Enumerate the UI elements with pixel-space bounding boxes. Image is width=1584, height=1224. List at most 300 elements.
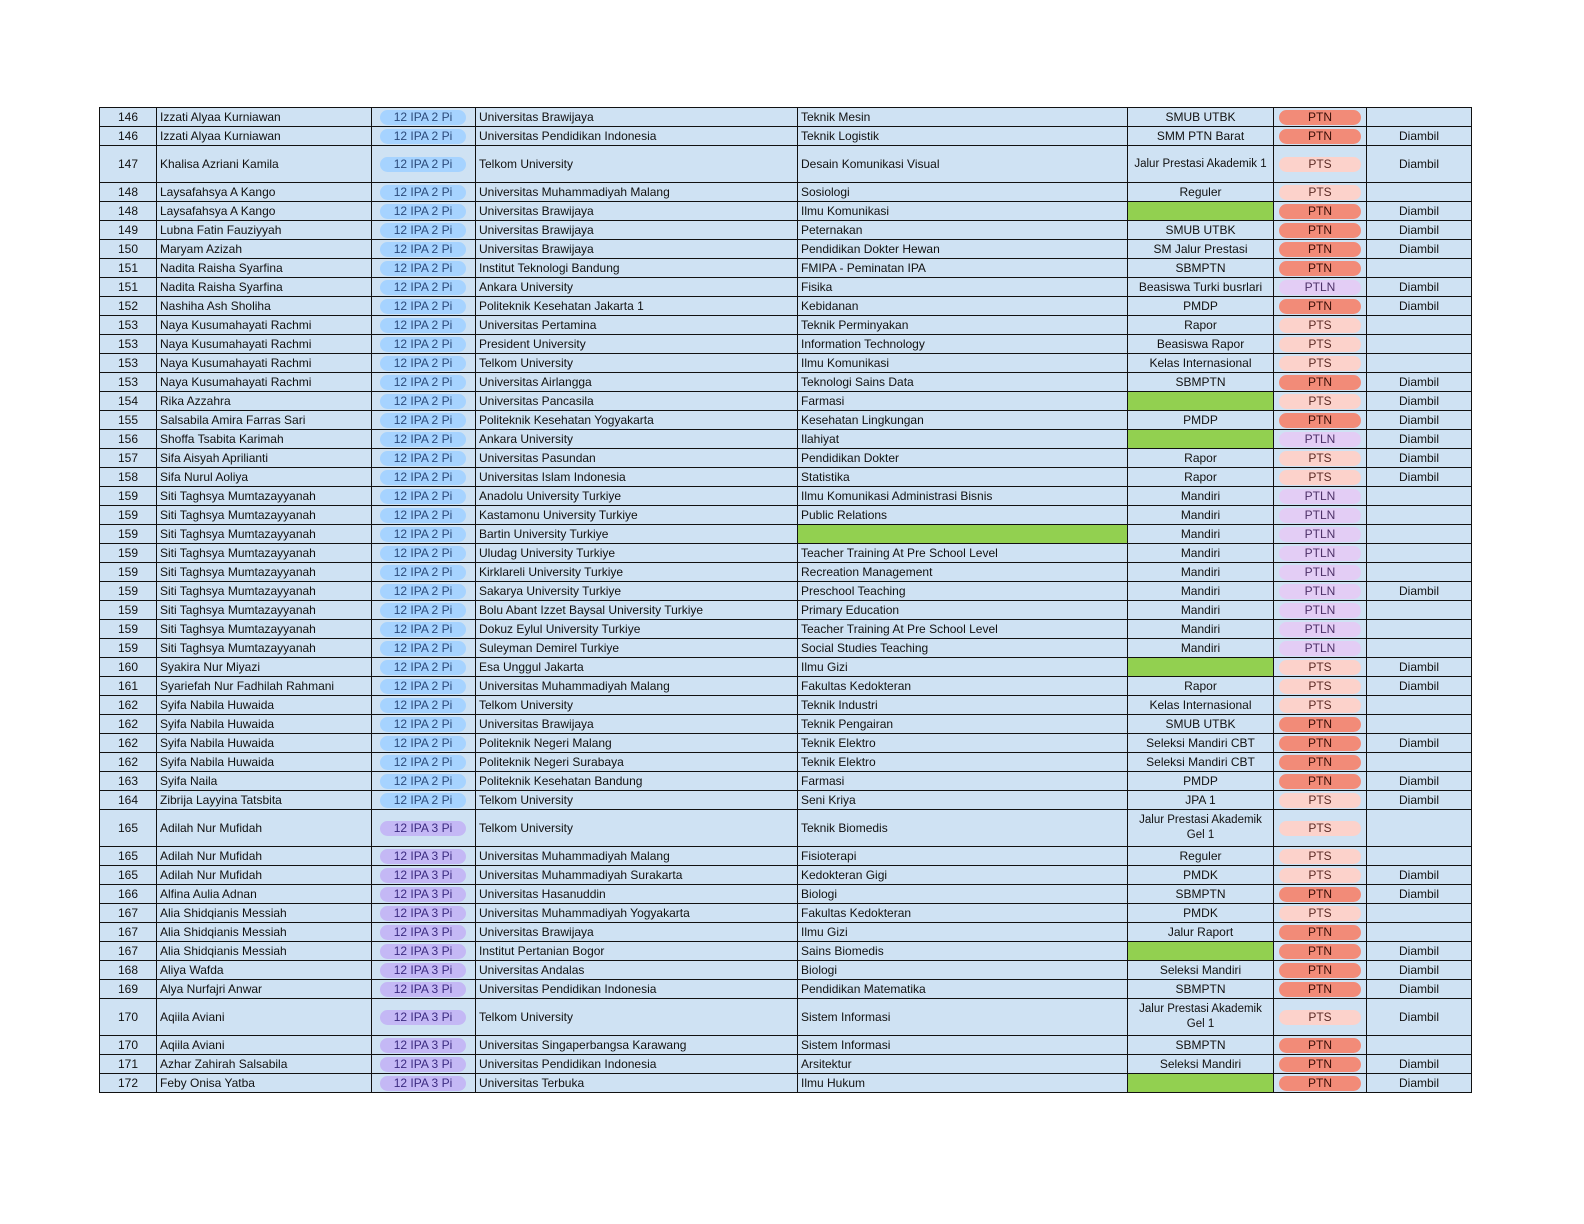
institution-type-badge: PTN: [1279, 1057, 1361, 1072]
class-badge: 12 IPA 2 Pi: [380, 204, 466, 219]
cell-class: [372, 696, 476, 715]
cell-institution-type: [1274, 866, 1367, 885]
cell-admission-path: [1128, 202, 1274, 221]
cell-study-program: Social Studies Teaching: [798, 639, 1128, 658]
cell-class: [372, 582, 476, 601]
cell-number: 151: [100, 259, 157, 278]
cell-institution-type: [1274, 734, 1367, 753]
class-badge: 12 IPA 2 Pi: [380, 129, 466, 144]
cell-institution-type: [1274, 582, 1367, 601]
cell-study-program: Kedokteran Gigi: [798, 866, 1128, 885]
cell-study-program: Fisioterapi: [798, 847, 1128, 866]
cell-class: [372, 980, 476, 999]
table-row: [100, 791, 1472, 810]
cell-class: [372, 942, 476, 961]
cell-university: Ankara University: [476, 278, 798, 297]
cell-number: 170: [100, 1036, 157, 1055]
cell-number: 159: [100, 487, 157, 506]
cell-institution-type: [1274, 525, 1367, 544]
cell-university: Universitas Muhammadiyah Malang: [476, 677, 798, 696]
cell-class: [372, 411, 476, 430]
cell-student-name: Laysafahsya A Kango: [157, 183, 372, 202]
cell-number: 159: [100, 544, 157, 563]
cell-university: Universitas Pendidikan Indonesia: [476, 980, 798, 999]
institution-type-badge: PTLN: [1279, 489, 1361, 504]
cell-study-program: Teacher Training At Pre School Level: [798, 620, 1128, 639]
cell-study-program: Seni Kriya: [798, 791, 1128, 810]
class-badge: 12 IPA 3 Pi: [380, 925, 466, 940]
cell-status: [1367, 753, 1472, 772]
institution-type-badge: PTS: [1279, 821, 1361, 836]
cell-admission-path: PMDP: [1128, 411, 1274, 430]
class-badge: 12 IPA 2 Pi: [380, 337, 466, 352]
table-row: [100, 942, 1472, 961]
cell-institution-type: [1274, 677, 1367, 696]
table-row: [100, 1074, 1472, 1093]
cell-student-name: Siti Taghsya Mumtazayyanah: [157, 620, 372, 639]
cell-study-program: Sains Biomedis: [798, 942, 1128, 961]
cell-number: 163: [100, 772, 157, 791]
cell-student-name: Sifa Aisyah Aprilianti: [157, 449, 372, 468]
cell-institution-type: [1274, 1036, 1367, 1055]
cell-admission-path: Mandiri: [1128, 620, 1274, 639]
cell-institution-type: [1274, 696, 1367, 715]
cell-university: Universitas Airlangga: [476, 373, 798, 392]
cell-number: 159: [100, 525, 157, 544]
cell-university: Universitas Brawijaya: [476, 240, 798, 259]
cell-status: Diambil: [1367, 411, 1472, 430]
class-badge: 12 IPA 2 Pi: [380, 110, 466, 125]
cell-class: [372, 392, 476, 411]
cell-student-name: Shoffa Tsabita Karimah: [157, 430, 372, 449]
cell-study-program: Ilmu Gizi: [798, 658, 1128, 677]
institution-type-badge: PTN: [1279, 717, 1361, 732]
institution-type-badge: PTLN: [1279, 527, 1361, 542]
cell-admission-path: [1128, 942, 1274, 961]
cell-university: Telkom University: [476, 696, 798, 715]
cell-university: Universitas Pendidikan Indonesia: [476, 1055, 798, 1074]
cell-status: Diambil: [1367, 221, 1472, 240]
class-badge: 12 IPA 2 Pi: [380, 299, 466, 314]
cell-class: [372, 677, 476, 696]
cell-admission-path: Rapor: [1128, 449, 1274, 468]
cell-student-name: Alia Shidqianis Messiah: [157, 923, 372, 942]
table-row: [100, 354, 1472, 373]
cell-class: [372, 847, 476, 866]
table-row: [100, 601, 1472, 620]
cell-number: 167: [100, 942, 157, 961]
cell-institution-type: [1274, 961, 1367, 980]
cell-status: Diambil: [1367, 1055, 1472, 1074]
cell-study-program: Sistem Informasi: [798, 999, 1128, 1036]
cell-class: [372, 297, 476, 316]
table-row: [100, 885, 1472, 904]
cell-class: [372, 904, 476, 923]
cell-university: Institut Pertanian Bogor: [476, 942, 798, 961]
class-badge: 12 IPA 2 Pi: [380, 774, 466, 789]
table-row: [100, 183, 1472, 202]
cell-class: [372, 354, 476, 373]
class-badge: 12 IPA 3 Pi: [380, 821, 466, 836]
institution-type-badge: PTLN: [1279, 508, 1361, 523]
class-badge: 12 IPA 3 Pi: [380, 1038, 466, 1053]
institution-type-badge: PTLN: [1279, 603, 1361, 618]
cell-institution-type: [1274, 411, 1367, 430]
cell-number: 148: [100, 183, 157, 202]
institution-type-badge: PTN: [1279, 299, 1361, 314]
table-row: [100, 146, 1472, 183]
cell-institution-type: [1274, 259, 1367, 278]
table-row: [100, 734, 1472, 753]
class-badge: 12 IPA 2 Pi: [380, 527, 466, 542]
table-row: [100, 411, 1472, 430]
cell-number: 159: [100, 582, 157, 601]
cell-institution-type: [1274, 772, 1367, 791]
cell-status: Diambil: [1367, 202, 1472, 221]
table-row: [100, 999, 1472, 1036]
cell-status: Diambil: [1367, 127, 1472, 146]
institution-type-badge: PTN: [1279, 204, 1361, 219]
table-row: [100, 923, 1472, 942]
table-row: [100, 639, 1472, 658]
cell-student-name: Syifa Nabila Huwaida: [157, 715, 372, 734]
cell-status: [1367, 487, 1472, 506]
cell-admission-path: Mandiri: [1128, 601, 1274, 620]
cell-status: Diambil: [1367, 1074, 1472, 1093]
cell-university: Universitas Andalas: [476, 961, 798, 980]
table-row: [100, 563, 1472, 582]
cell-student-name: Syifa Nabila Huwaida: [157, 753, 372, 772]
cell-student-name: Syifa Nabila Huwaida: [157, 696, 372, 715]
cell-class: [372, 658, 476, 677]
cell-institution-type: [1274, 354, 1367, 373]
cell-class: [372, 753, 476, 772]
cell-status: [1367, 183, 1472, 202]
cell-admission-path: SMUB UTBK: [1128, 221, 1274, 240]
cell-study-program: Pendidikan Dokter Hewan: [798, 240, 1128, 259]
cell-number: 167: [100, 923, 157, 942]
cell-student-name: Alia Shidqianis Messiah: [157, 904, 372, 923]
institution-type-badge: PTS: [1279, 868, 1361, 883]
cell-institution-type: [1274, 1074, 1367, 1093]
cell-student-name: Syariefah Nur Fadhilah Rahmani: [157, 677, 372, 696]
cell-class: [372, 221, 476, 240]
class-badge: 12 IPA 2 Pi: [380, 546, 466, 561]
cell-institution-type: [1274, 297, 1367, 316]
cell-admission-path: Mandiri: [1128, 639, 1274, 658]
cell-admission-path: Rapor: [1128, 468, 1274, 487]
cell-number: 151: [100, 278, 157, 297]
table-row: [100, 297, 1472, 316]
institution-type-badge: PTS: [1279, 679, 1361, 694]
cell-status: Diambil: [1367, 658, 1472, 677]
class-badge: 12 IPA 2 Pi: [380, 157, 466, 172]
cell-university: Universitas Pancasila: [476, 392, 798, 411]
cell-university: Universitas Pertamina: [476, 316, 798, 335]
cell-status: [1367, 335, 1472, 354]
cell-student-name: Alfina Aulia Adnan: [157, 885, 372, 904]
class-badge: 12 IPA 2 Pi: [380, 622, 466, 637]
cell-class: [372, 999, 476, 1036]
cell-status: [1367, 810, 1472, 847]
table-row: [100, 240, 1472, 259]
cell-class: [372, 335, 476, 354]
cell-admission-path: SBMPTN: [1128, 980, 1274, 999]
cell-institution-type: [1274, 183, 1367, 202]
cell-status: [1367, 316, 1472, 335]
cell-status: Diambil: [1367, 449, 1472, 468]
table-row: [100, 202, 1472, 221]
cell-admission-path: Kelas Internasional: [1128, 354, 1274, 373]
table-row: [100, 582, 1472, 601]
institution-type-badge: PTN: [1279, 375, 1361, 390]
class-badge: 12 IPA 3 Pi: [380, 944, 466, 959]
cell-study-program: Fisika: [798, 278, 1128, 297]
cell-class: [372, 620, 476, 639]
cell-institution-type: [1274, 240, 1367, 259]
cell-study-program: Ilmu Komunikasi: [798, 354, 1128, 373]
cell-student-name: Rika Azzahra: [157, 392, 372, 411]
cell-student-name: Zibrija Layyina Tatsbita: [157, 791, 372, 810]
cell-institution-type: [1274, 923, 1367, 942]
cell-institution-type: [1274, 202, 1367, 221]
cell-admission-path: Reguler: [1128, 183, 1274, 202]
cell-student-name: Nadita Raisha Syarfina: [157, 278, 372, 297]
cell-class: [372, 373, 476, 392]
cell-institution-type: [1274, 108, 1367, 127]
table-row: [100, 810, 1472, 847]
class-badge: 12 IPA 2 Pi: [380, 451, 466, 466]
institution-type-badge: PTLN: [1279, 546, 1361, 561]
admission-table-container: [99, 107, 1471, 1093]
cell-number: 147: [100, 146, 157, 183]
cell-number: 153: [100, 373, 157, 392]
cell-number: 152: [100, 297, 157, 316]
cell-number: 159: [100, 601, 157, 620]
cell-class: [372, 734, 476, 753]
cell-student-name: Siti Taghsya Mumtazayyanah: [157, 601, 372, 620]
institution-type-badge: PTS: [1279, 185, 1361, 200]
cell-study-program: Teknologi Sains Data: [798, 373, 1128, 392]
admission-table: [99, 107, 1472, 1093]
table-row: [100, 316, 1472, 335]
cell-number: 146: [100, 127, 157, 146]
cell-study-program: Fakultas Kedokteran: [798, 904, 1128, 923]
cell-study-program: FMIPA - Peminatan IPA: [798, 259, 1128, 278]
cell-class: [372, 146, 476, 183]
cell-status: [1367, 506, 1472, 525]
table-row: [100, 904, 1472, 923]
cell-class: [372, 563, 476, 582]
class-badge: 12 IPA 2 Pi: [380, 717, 466, 732]
institution-type-badge: PTN: [1279, 1038, 1361, 1053]
cell-study-program: Ilahiyat: [798, 430, 1128, 449]
cell-status: [1367, 696, 1472, 715]
cell-university: Kastamonu University Turkiye: [476, 506, 798, 525]
class-badge: 12 IPA 3 Pi: [380, 982, 466, 997]
institution-type-badge: PTN: [1279, 944, 1361, 959]
cell-study-program: Teknik Elektro: [798, 734, 1128, 753]
cell-student-name: Siti Taghsya Mumtazayyanah: [157, 525, 372, 544]
cell-status: [1367, 563, 1472, 582]
cell-class: [372, 544, 476, 563]
cell-study-program: Preschool Teaching: [798, 582, 1128, 601]
cell-class: [372, 240, 476, 259]
cell-number: 162: [100, 734, 157, 753]
cell-class: [372, 487, 476, 506]
cell-number: 159: [100, 639, 157, 658]
institution-type-badge: PTN: [1279, 129, 1361, 144]
cell-institution-type: [1274, 468, 1367, 487]
cell-student-name: Nadita Raisha Syarfina: [157, 259, 372, 278]
cell-university: Politeknik Kesehatan Jakarta 1: [476, 297, 798, 316]
cell-class: [372, 715, 476, 734]
institution-type-badge: PTN: [1279, 755, 1361, 770]
cell-admission-path: Seleksi Mandiri CBT: [1128, 753, 1274, 772]
table-row: [100, 108, 1472, 127]
class-badge: 12 IPA 3 Pi: [380, 868, 466, 883]
institution-type-badge: PTLN: [1279, 584, 1361, 599]
cell-university: Bolu Abant Izzet Baysal University Turkiye: [476, 601, 798, 620]
cell-study-program: Statistika: [798, 468, 1128, 487]
table-row: [100, 525, 1472, 544]
class-badge: 12 IPA 2 Pi: [380, 280, 466, 295]
table-row: [100, 980, 1472, 999]
cell-university: Universitas Muhammadiyah Yogyakarta: [476, 904, 798, 923]
cell-student-name: Aqiila Aviani: [157, 1036, 372, 1055]
cell-university: Sakarya University Turkiye: [476, 582, 798, 601]
institution-type-badge: PTS: [1279, 451, 1361, 466]
cell-class: [372, 183, 476, 202]
institution-type-badge: PTN: [1279, 736, 1361, 751]
institution-type-badge: PTS: [1279, 394, 1361, 409]
cell-student-name: Syakira Nur Miyazi: [157, 658, 372, 677]
cell-university: Politeknik Kesehatan Yogyakarta: [476, 411, 798, 430]
cell-student-name: Sifa Nurul Aoliya: [157, 468, 372, 487]
cell-number: 172: [100, 1074, 157, 1093]
cell-student-name: Siti Taghsya Mumtazayyanah: [157, 639, 372, 658]
cell-institution-type: [1274, 847, 1367, 866]
cell-admission-path: [1128, 392, 1274, 411]
table-row: [100, 677, 1472, 696]
cell-admission-path: Mandiri: [1128, 544, 1274, 563]
cell-status: [1367, 525, 1472, 544]
table-row: [100, 1055, 1472, 1074]
cell-student-name: Adilah Nur Mufidah: [157, 847, 372, 866]
cell-institution-type: [1274, 487, 1367, 506]
cell-student-name: Naya Kusumahayati Rachmi: [157, 335, 372, 354]
cell-admission-path: SBMPTN: [1128, 373, 1274, 392]
cell-student-name: Aliya Wafda: [157, 961, 372, 980]
cell-class: [372, 525, 476, 544]
class-badge: 12 IPA 3 Pi: [380, 1010, 466, 1025]
class-badge: 12 IPA 3 Pi: [380, 963, 466, 978]
cell-institution-type: [1274, 999, 1367, 1036]
cell-study-program: Arsitektur: [798, 1055, 1128, 1074]
institution-type-badge: PTS: [1279, 470, 1361, 485]
cell-class: [372, 791, 476, 810]
cell-admission-path: PMDK: [1128, 866, 1274, 885]
table-row: [100, 847, 1472, 866]
cell-student-name: Nashiha Ash Sholiha: [157, 297, 372, 316]
cell-number: 153: [100, 354, 157, 373]
cell-number: 168: [100, 961, 157, 980]
cell-number: 157: [100, 449, 157, 468]
cell-number: 155: [100, 411, 157, 430]
table-row: [100, 221, 1472, 240]
cell-student-name: Laysafahsya A Kango: [157, 202, 372, 221]
table-row: [100, 392, 1472, 411]
cell-class: [372, 772, 476, 791]
cell-admission-path: SMM PTN Barat: [1128, 127, 1274, 146]
cell-student-name: Lubna Fatin Fauziyyah: [157, 221, 372, 240]
institution-type-badge: PTS: [1279, 793, 1361, 808]
cell-number: 165: [100, 810, 157, 847]
class-badge: 12 IPA 2 Pi: [380, 318, 466, 333]
institution-type-badge: PTLN: [1279, 280, 1361, 295]
cell-institution-type: [1274, 506, 1367, 525]
class-badge: 12 IPA 2 Pi: [380, 508, 466, 523]
cell-university: Universitas Hasanuddin: [476, 885, 798, 904]
class-badge: 12 IPA 2 Pi: [380, 755, 466, 770]
cell-number: 156: [100, 430, 157, 449]
class-badge: 12 IPA 3 Pi: [380, 887, 466, 902]
cell-university: Universitas Muhammadiyah Malang: [476, 183, 798, 202]
table-row: [100, 373, 1472, 392]
cell-institution-type: [1274, 544, 1367, 563]
cell-university: Universitas Brawijaya: [476, 923, 798, 942]
cell-institution-type: [1274, 810, 1367, 847]
cell-number: 150: [100, 240, 157, 259]
cell-status: Diambil: [1367, 297, 1472, 316]
cell-study-program: Information Technology: [798, 335, 1128, 354]
class-badge: 12 IPA 2 Pi: [380, 736, 466, 751]
cell-study-program: Primary Education: [798, 601, 1128, 620]
cell-study-program: Kesehatan Lingkungan: [798, 411, 1128, 430]
cell-study-program: Peternakan: [798, 221, 1128, 240]
cell-class: [372, 1055, 476, 1074]
cell-university: Suleyman Demirel Turkiye: [476, 639, 798, 658]
cell-study-program: Farmasi: [798, 392, 1128, 411]
cell-university: Institut Teknologi Bandung: [476, 259, 798, 278]
cell-admission-path: SM Jalur Prestasi: [1128, 240, 1274, 259]
cell-institution-type: [1274, 127, 1367, 146]
class-badge: 12 IPA 2 Pi: [380, 584, 466, 599]
cell-university: Politeknik Kesehatan Bandung: [476, 772, 798, 791]
cell-admission-path: Kelas Internasional: [1128, 696, 1274, 715]
cell-number: 153: [100, 335, 157, 354]
cell-institution-type: [1274, 316, 1367, 335]
cell-university: Bartin University Turkiye: [476, 525, 798, 544]
cell-study-program: Pendidikan Matematika: [798, 980, 1128, 999]
cell-university: Dokuz Eylul University Turkiye: [476, 620, 798, 639]
cell-institution-type: [1274, 753, 1367, 772]
cell-admission-path: SBMPTN: [1128, 885, 1274, 904]
cell-status: Diambil: [1367, 582, 1472, 601]
cell-number: 160: [100, 658, 157, 677]
cell-student-name: Aqiila Aviani: [157, 999, 372, 1036]
cell-class: [372, 449, 476, 468]
institution-type-badge: PTN: [1279, 413, 1361, 428]
cell-class: [372, 866, 476, 885]
institution-type-badge: PTS: [1279, 660, 1361, 675]
cell-study-program: Ilmu Hukum: [798, 1074, 1128, 1093]
cell-number: 161: [100, 677, 157, 696]
cell-university: Telkom University: [476, 354, 798, 373]
cell-study-program: Kebidanan: [798, 297, 1128, 316]
table-row: [100, 1036, 1472, 1055]
cell-study-program: Teknik Biomedis: [798, 810, 1128, 847]
